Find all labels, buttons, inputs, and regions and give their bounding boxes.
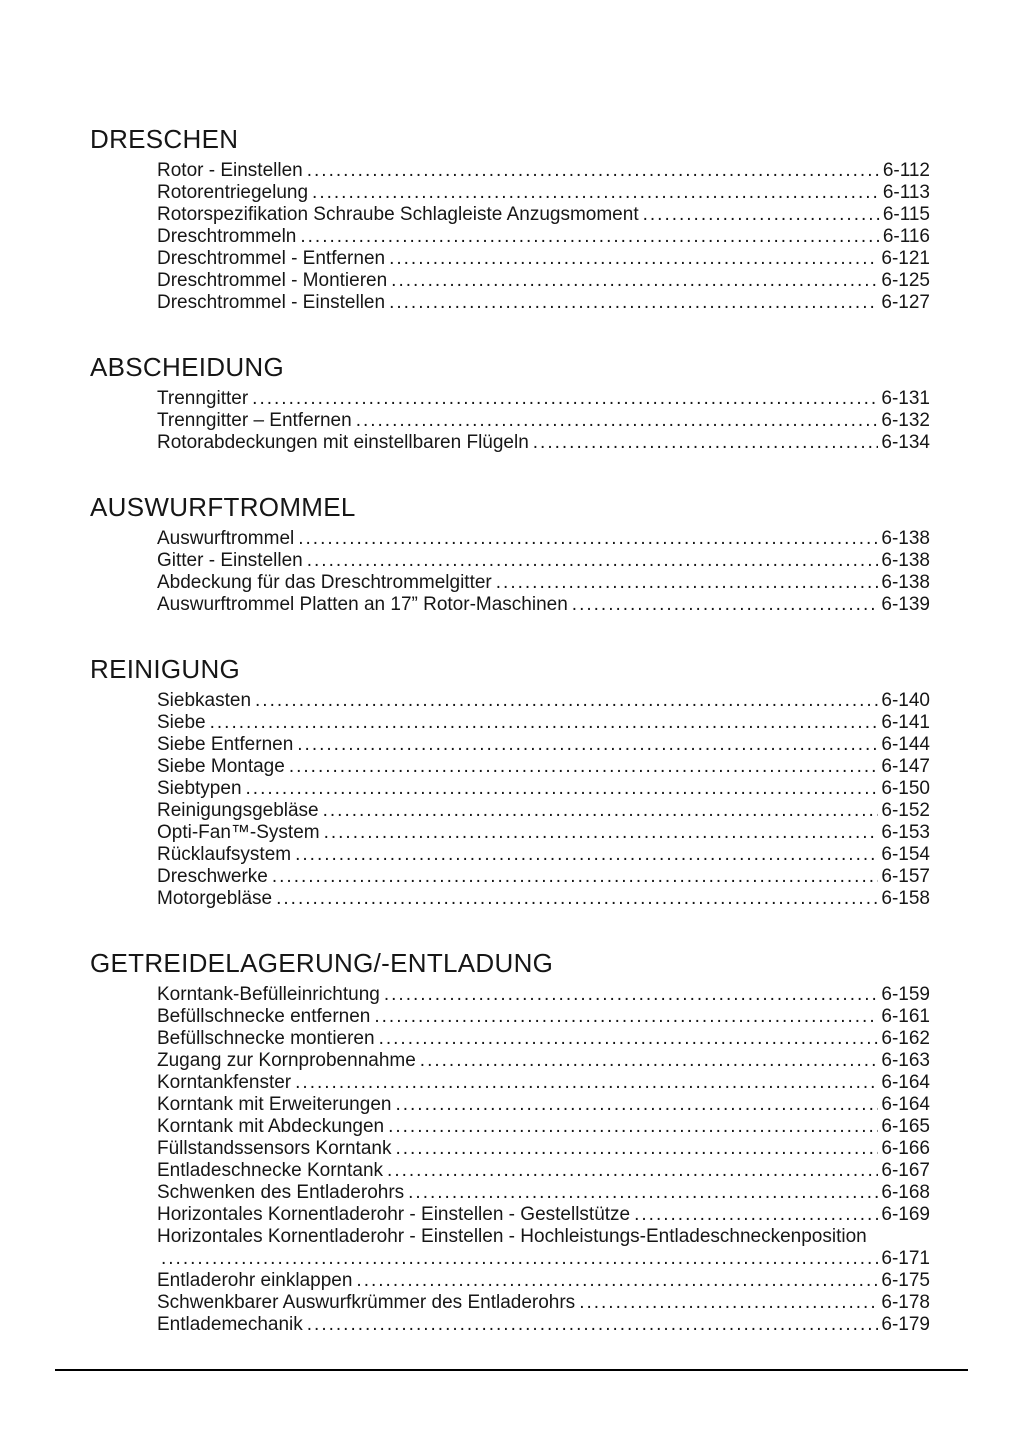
entry-label: Trenngitter [157, 388, 249, 409]
entry-label: Entlademechanik [157, 1314, 303, 1335]
page-number: 6-157 [881, 866, 930, 887]
entry-label: Schwenken des Entladerohrs [157, 1182, 405, 1203]
section-entries [90, 528, 930, 616]
page-number: 6-138 [881, 550, 930, 571]
toc-entry [157, 160, 930, 182]
entry-label: Trenngitter – Entfernen [157, 410, 352, 431]
dot-leader [389, 248, 878, 270]
entry-label: Motorgebläse [157, 888, 273, 909]
page-number: 6-140 [881, 690, 930, 711]
toc-entry [157, 756, 930, 778]
page-number: 6-139 [881, 594, 930, 615]
toc-entry [157, 226, 930, 248]
footer-divider [55, 1369, 968, 1371]
entry-label: Horizontales Kornentladerohr - Einstellen - Gestellstütze [157, 1204, 631, 1225]
page-number: 6-159 [881, 984, 930, 1005]
toc-section [90, 352, 930, 454]
entry-label: Dreschtrommel - Einstellen [157, 292, 386, 313]
page-number: 6-171 [881, 1248, 930, 1269]
toc-entry [157, 690, 930, 712]
section-entries [90, 984, 930, 1336]
toc-entry [157, 1204, 930, 1226]
section-title: DRESCHEN [90, 124, 239, 154]
section-entries [90, 690, 930, 910]
dot-leader [312, 182, 880, 204]
entry-label: Siebtypen [157, 778, 242, 799]
toc-entry [157, 182, 930, 204]
entry-label: Reinigungsgebläse [157, 800, 319, 821]
toc-section [90, 492, 930, 616]
entry-label: Entladerohr einklappen [157, 1270, 353, 1291]
dot-leader [307, 550, 879, 572]
toc-entry [157, 248, 930, 270]
page-number: 6-116 [882, 226, 930, 247]
toc-entry [157, 528, 930, 550]
toc-entry [157, 734, 930, 756]
toc-section [90, 654, 930, 910]
page-number: 6-165 [881, 1116, 930, 1137]
section-entries [90, 160, 930, 314]
dot-leader [634, 1204, 878, 1226]
entry-label: Dreschtrommel - Entfernen [157, 248, 386, 269]
entry-label: Rotorspezifikation Schraube Schlagleiste Anzugsmoment [157, 204, 639, 225]
page-number: 6-153 [881, 822, 930, 843]
toc-entry [157, 866, 930, 888]
section-title: GETREIDELAGERUNG/-ENTLADUNG [90, 948, 554, 978]
entry-label: Abdeckung für das Dreschtrommelgitter [157, 572, 492, 593]
entry-label: Füllstandssensors Korntank [157, 1138, 392, 1159]
dot-leader [408, 1182, 878, 1204]
page-number: 6-138 [881, 528, 930, 549]
page-number: 6-162 [881, 1028, 930, 1049]
page-number: 6-175 [881, 1270, 930, 1291]
toc-entry [157, 550, 930, 572]
section-title: ABSCHEIDUNG [90, 352, 284, 382]
dot-leader [379, 1028, 879, 1050]
section-entries [90, 388, 930, 454]
toc-section [90, 124, 930, 314]
entry-label: Opti-Fan™-System [157, 822, 320, 843]
dot-leader [572, 594, 879, 616]
entry-label: Siebe [157, 712, 206, 733]
toc-entry [157, 1248, 930, 1270]
dot-leader [307, 160, 880, 182]
toc-entry [157, 292, 930, 314]
page-number: 6-166 [881, 1138, 930, 1159]
entry-label: Korntank mit Abdeckungen [157, 1116, 385, 1137]
entry-label: Rücklaufsystem [157, 844, 292, 865]
dot-leader [643, 204, 880, 226]
page-number: 6-131 [881, 388, 930, 409]
dot-leader [324, 822, 879, 844]
entry-label: Horizontales Kornentladerohr - Einstellen - Hochleistungs-Entladeschneckenposition [157, 1226, 867, 1247]
entry-label: Befüllschnecke entfernen [157, 1006, 371, 1027]
dot-leader [388, 1116, 878, 1138]
page-number: 6-168 [881, 1182, 930, 1203]
page-number: 6-158 [881, 888, 930, 909]
page-number: 6-163 [881, 1050, 930, 1071]
page-number: 6-134 [881, 432, 930, 453]
toc-entry [157, 1314, 930, 1336]
toc-entry [157, 204, 930, 226]
toc-entry [157, 1072, 930, 1094]
toc-entry [157, 1292, 930, 1314]
toc-entry [157, 572, 930, 594]
entry-label: Rotor - Einstellen [157, 160, 303, 181]
page-number: 6-164 [881, 1072, 930, 1093]
entry-label: Auswurftrommel Platten an 17” Rotor-Maschinen [157, 594, 568, 615]
entry-label: Dreschtrommeln [157, 226, 297, 247]
toc-entry [157, 712, 930, 734]
page-number: 6-138 [881, 572, 930, 593]
entry-label: Siebkasten [157, 690, 252, 711]
dot-leader [395, 1094, 878, 1116]
entry-label: Gitter - Einstellen [157, 550, 303, 571]
entry-label: Korntank mit Erweiterungen [157, 1094, 392, 1115]
page-number: 6-115 [882, 204, 930, 225]
page-number: 6-167 [881, 1160, 930, 1181]
dot-leader [295, 844, 878, 866]
toc-entry [157, 800, 930, 822]
toc-entry [157, 1116, 930, 1138]
dot-leader [356, 410, 879, 432]
entry-label: Siebe Montage [157, 756, 285, 777]
toc-entry [157, 1028, 930, 1050]
toc-entry [157, 778, 930, 800]
entry-label: Entladeschnecke Korntank [157, 1160, 384, 1181]
entry-label: Schwenkbarer Auswurfkrümmer des Entladerohrs [157, 1292, 576, 1313]
dot-leader [295, 1072, 878, 1094]
dot-leader [307, 1314, 879, 1336]
section-title: REINIGUNG [90, 654, 241, 684]
toc-entry [157, 594, 930, 616]
dot-leader [298, 528, 878, 550]
entry-label: Rotorabdeckungen mit einstellbaren Flügeln [157, 432, 529, 453]
entry-label: Zugang zur Kornprobennahme [157, 1050, 416, 1071]
entry-label: Siebe Entfernen [157, 734, 294, 755]
entry-label: Rotorentriegelung [157, 182, 309, 203]
entry-label: Auswurftrommel [157, 528, 295, 549]
dot-leader [255, 690, 878, 712]
page-number: 6-179 [881, 1314, 930, 1335]
dot-leader [300, 226, 879, 248]
page-number: 6-150 [881, 778, 930, 799]
page-number: 6-125 [881, 270, 930, 291]
dot-leader [276, 888, 878, 910]
dot-leader [289, 756, 879, 778]
entry-label: Korntankfenster [157, 1072, 292, 1093]
page-number: 6-127 [881, 292, 930, 313]
page-number: 6-178 [881, 1292, 930, 1313]
dot-leader [323, 800, 879, 822]
toc-entry [157, 388, 930, 410]
dot-leader [579, 1292, 878, 1314]
toc-entry [157, 844, 930, 866]
toc-entry [157, 410, 930, 432]
entry-label: Dreschwerke [157, 866, 268, 887]
dot-leader [246, 778, 879, 800]
dot-leader [387, 1160, 878, 1182]
page-number: 6-144 [881, 734, 930, 755]
page-number: 6-113 [882, 182, 930, 203]
toc-entry [157, 1226, 930, 1248]
page-number: 6-112 [882, 160, 930, 181]
toc-entry [157, 270, 930, 292]
entry-label: Korntank-Befülleinrichtung [157, 984, 380, 1005]
page-number: 6-169 [881, 1204, 930, 1225]
toc-entry [157, 1138, 930, 1160]
dot-leader [384, 984, 879, 1006]
dot-leader [374, 1006, 878, 1028]
page-number: 6-132 [881, 410, 930, 431]
dot-leader [496, 572, 879, 594]
toc-entry [157, 1270, 930, 1292]
toc-entry [157, 1094, 930, 1116]
dot-leader [210, 712, 879, 734]
page-number: 6-121 [881, 248, 930, 269]
toc-entry [157, 888, 930, 910]
toc-entry [157, 1006, 930, 1028]
toc-entry [157, 432, 930, 454]
toc-entry [157, 1160, 930, 1182]
toc-section [90, 948, 930, 1336]
toc-entry [157, 984, 930, 1006]
dot-leader [252, 388, 878, 410]
dot-leader [395, 1138, 878, 1160]
dot-leader [391, 270, 878, 292]
toc-entry [157, 1182, 930, 1204]
toc-entry [157, 822, 930, 844]
page-number: 6-152 [881, 800, 930, 821]
toc-entry [157, 1050, 930, 1072]
page-number: 6-154 [881, 844, 930, 865]
page-number: 6-141 [881, 712, 930, 733]
section-title: AUSWURFTROMMEL [90, 492, 356, 522]
dot-leader [297, 734, 878, 756]
page-number: 6-164 [881, 1094, 930, 1115]
entry-label: Dreschtrommel - Montieren [157, 270, 388, 291]
dot-leader [272, 866, 879, 888]
page-number: 6-147 [881, 756, 930, 777]
page-number: 6-161 [881, 1006, 930, 1027]
dot-leader [161, 1248, 878, 1270]
dot-leader [389, 292, 878, 314]
dot-leader [420, 1050, 879, 1072]
dot-leader [356, 1270, 878, 1292]
dot-leader [533, 432, 879, 454]
entry-label: Befüllschnecke montieren [157, 1028, 375, 1049]
